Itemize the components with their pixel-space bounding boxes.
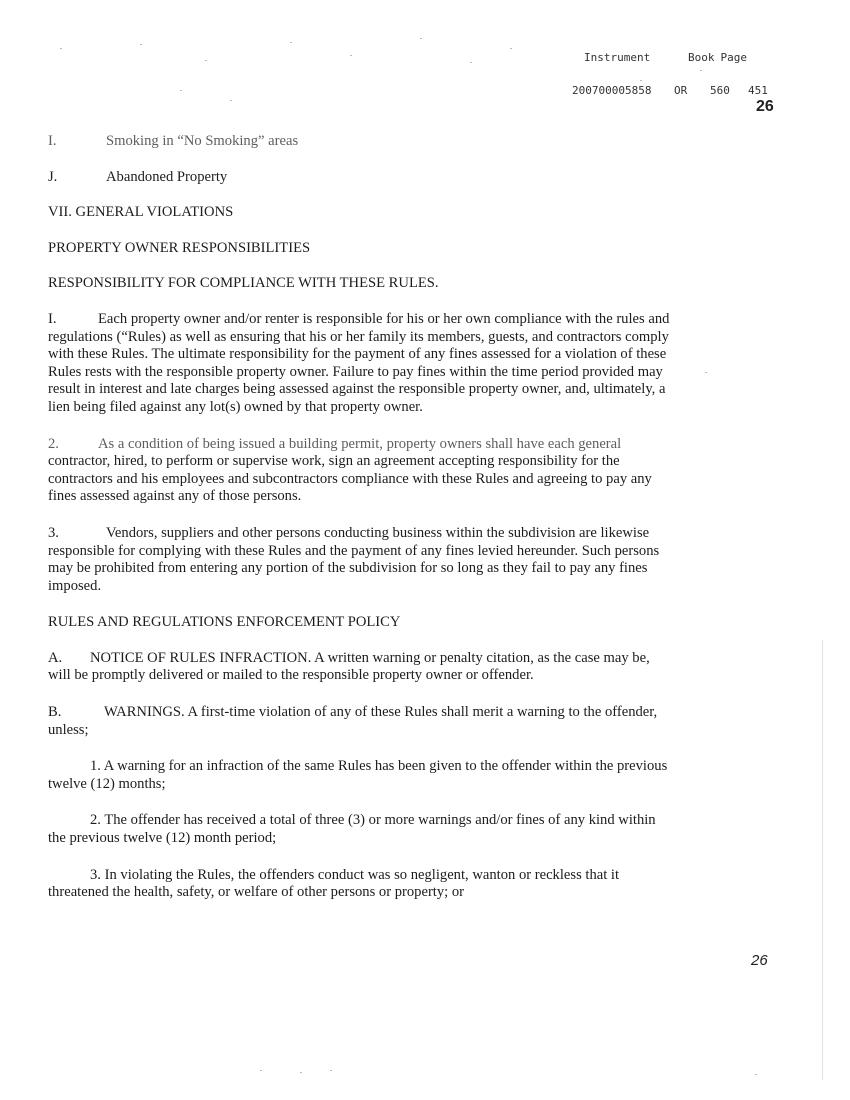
paragraph-label: B. [48,704,62,721]
list-item-j [48,169,673,187]
page-number-top: 26 [756,98,774,115]
responsibility-paragraph-3 [48,525,673,595]
book-number: 560 [710,84,730,97]
paragraph-number: 3. [48,524,59,541]
paragraph-text: NOTICE OF RULES INFRACTION. A written warning or penalty citation, as the case may be, will be promptly delivered or mailed to the responsible property owner or offender. [48,649,650,684]
recording-stamp [568,30,768,107]
warning-condition-2: 2. The offender has received a total of three (3) or more warnings and/or fines of any kind within the previous twelve (12) month period; [48,812,656,847]
page-number-bottom: 26 [751,952,768,969]
page-label: Page [720,51,747,64]
heading-owner-responsibilities: PROPERTY OWNER RESPONSIBILITIES [48,239,311,256]
page-number-recorded: 451 [748,84,768,97]
paragraph-text: Each property owner and/or renter is responsible for his or her own compliance with the rules and regulations (“Rules) as well as ensuring that his or her family its members, guests, and contractors comply with these Rules. The ultimate responsibility for the payment of any fines assessed for a violation of these Rules rests with the responsible property owner. Failure to pay fines within the time period provided may result in interest and late charges being assessed against the responsible property owner, and, ultimately, a lien being filed against any lot(s) owned by that property owner. [48,310,670,415]
warning-condition-1: 1. A warning for an infraction of the same Rules has been given to the offender within the previous twelve (12) months; [48,758,668,792]
instrument-label: Instrument [584,51,651,64]
paragraph-text-faded: As a condition of being issued a building permit, property owners shall have each general [98,435,622,452]
paragraph-text: Vendors, suppliers and other persons conducting business within the subdivision are likewise responsible for complying with these Rules and the payment of any fines levied hereunder. Such persons may be prohibited from entering any portion of the subdivision for so long as they fail to pay any fines imposed. [48,524,660,594]
paragraph-text: contractor, hired, to perform or supervise work, sign an agreement accepting responsibility for the contractors and his employees and subcontractors compliance with these Rules and agreeing to pay any fines assessed against any of those persons. [48,453,652,505]
list-item-label: I. [48,133,57,149]
responsibility-paragraph-2 [48,436,673,506]
heading-enforcement-policy: RULES AND REGULATIONS ENFORCEMENT POLICY [48,614,401,631]
list-item-label: J. [48,168,58,185]
book-label: Book [688,51,715,64]
list-item-text: Abandoned Property [106,168,228,185]
paragraph-number: 2. [48,435,59,452]
list-item-text: Smoking in “No Smoking” areas [106,133,299,149]
scan-edge-line [822,640,823,1080]
warning-condition-3: 3. In violating the Rules, the offenders conduct was so negligent, wanton or reckless that it threatened the health, safety, or welfare of other persons or property; or [48,866,620,901]
instrument-number: 200700005858 [572,84,652,97]
paragraph-label: A. [48,649,63,666]
responsibility-paragraph-1 [48,311,673,417]
book-type: OR [674,84,688,97]
paragraph-number: I. [48,310,57,327]
recording-stamp-labels [568,52,768,63]
list-item-i [48,133,673,151]
heading-general-violations: VII. GENERAL VIOLATIONS [48,204,234,221]
recording-stamp-values [568,85,768,96]
paragraph-text: WARNINGS. A first-time violation of any of these Rules shall merit a warning to the offender, unless; [48,704,658,738]
enforcement-paragraph-b [48,704,673,739]
enforcement-paragraph-a [48,650,673,685]
heading-compliance: RESPONSIBILITY FOR COMPLIANCE WITH THESE RULES. [48,275,439,292]
document-body [48,133,673,921]
